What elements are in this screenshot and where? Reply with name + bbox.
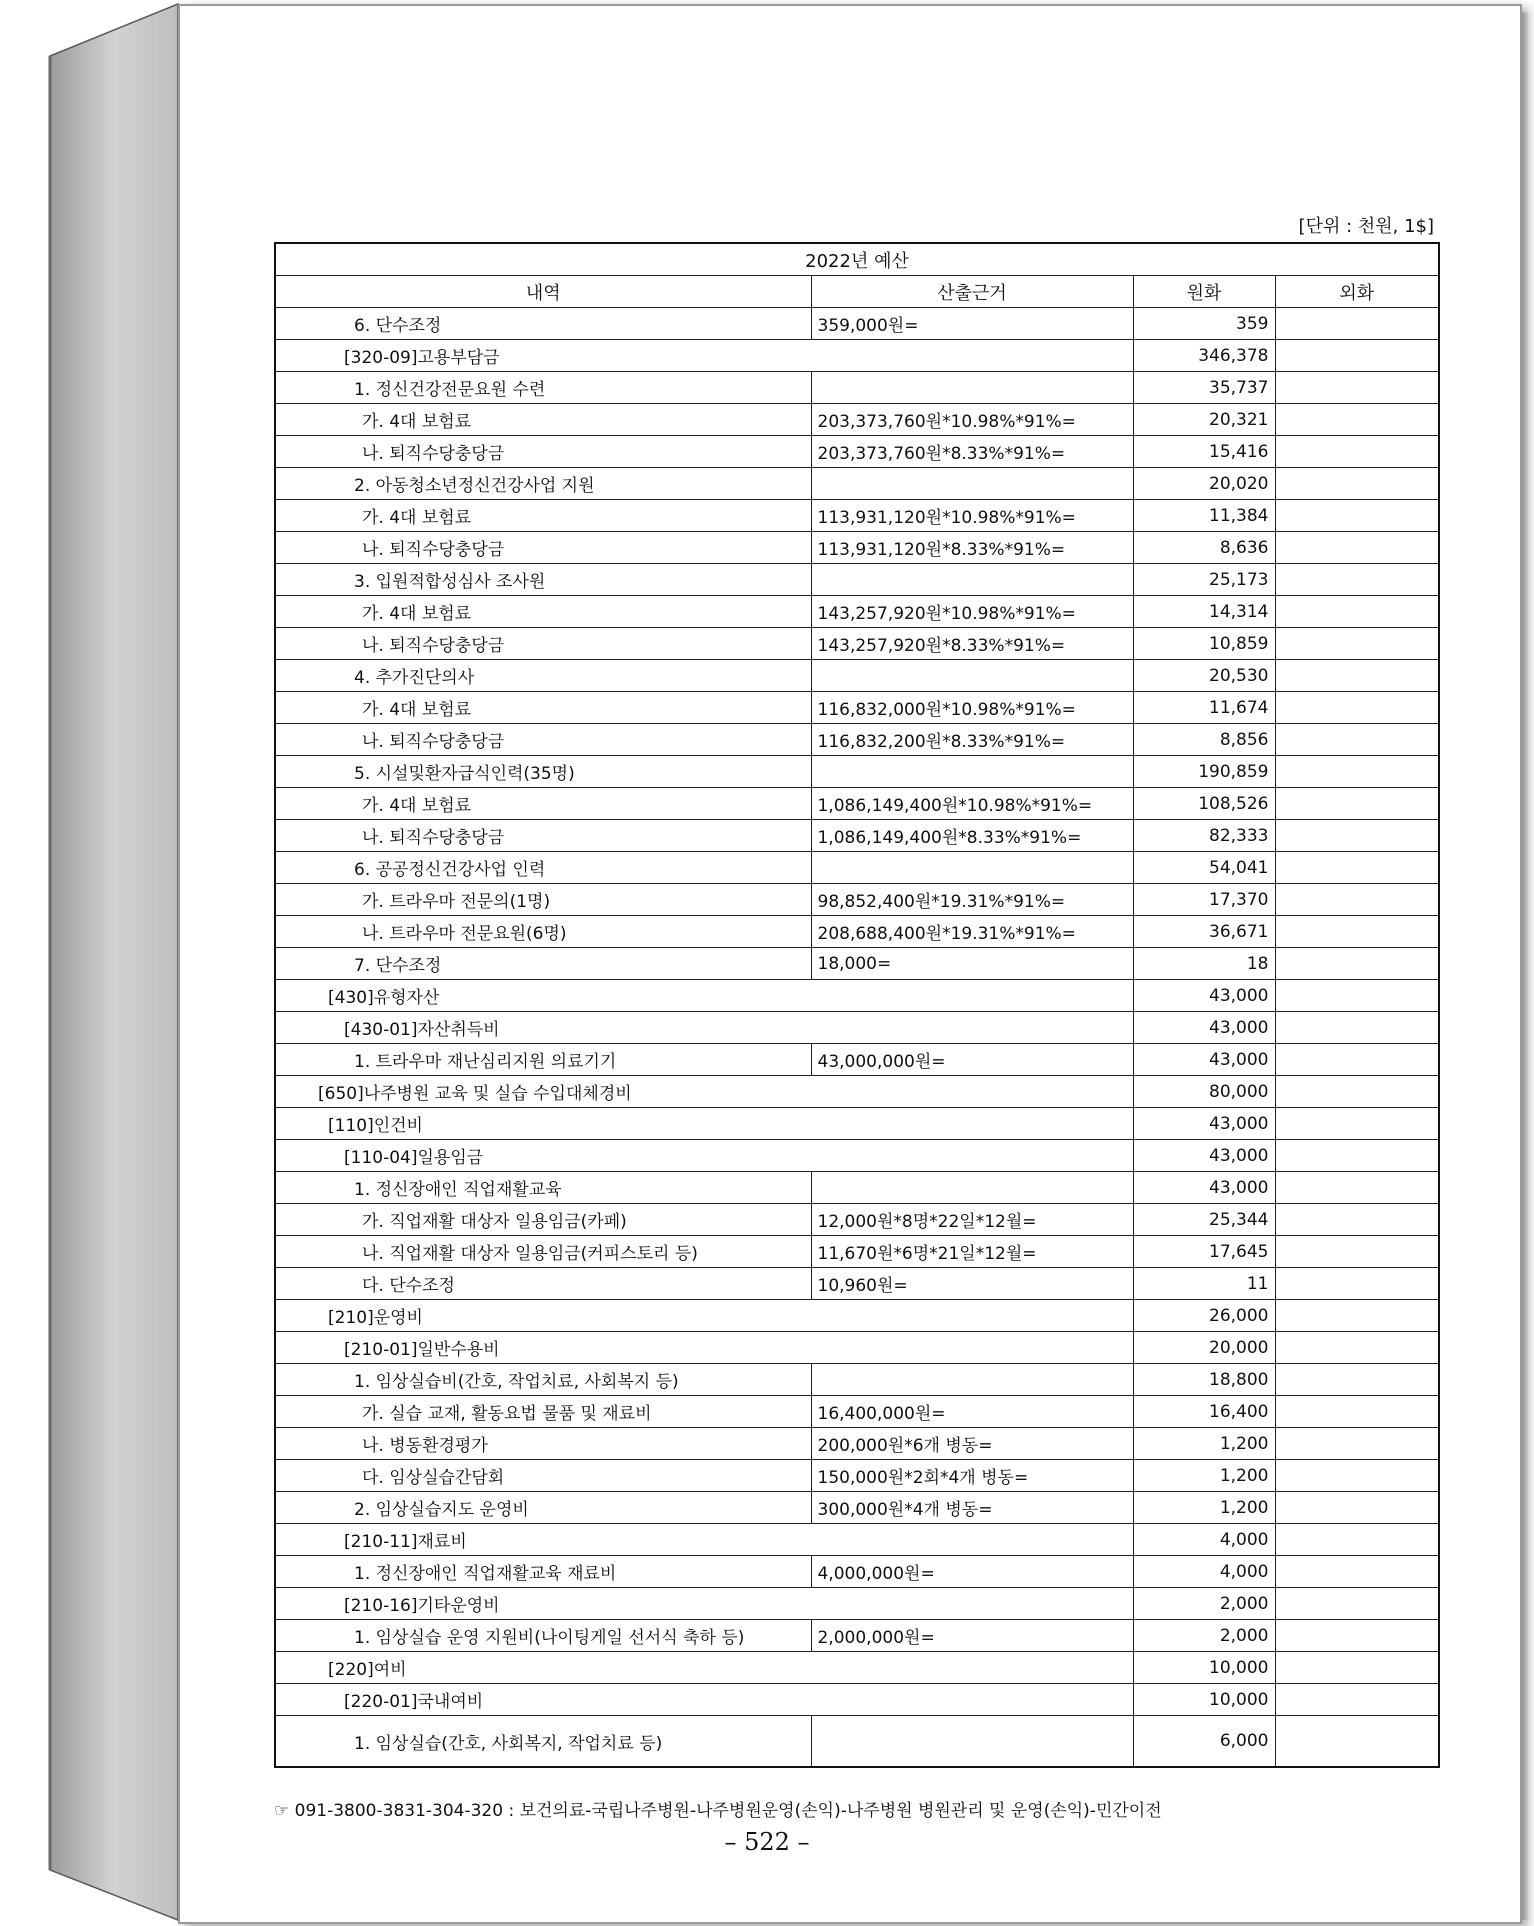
row-description: 6. 단수조정 (275, 308, 811, 340)
row-description: [110-04]일용임금 (275, 1140, 811, 1172)
row-foreign-amount (1275, 468, 1439, 500)
row-description: [650]나주병원 교육 및 실습 수입대체경비 (275, 1076, 811, 1108)
row-krw-amount: 14,314 (1133, 596, 1275, 628)
row-basis (811, 1364, 1133, 1396)
table-row (275, 628, 1439, 660)
header-foreign: 외화 (1275, 276, 1439, 308)
row-foreign-amount (1275, 1620, 1439, 1652)
table-row (275, 340, 1439, 372)
table-row (275, 468, 1439, 500)
row-krw-amount: 15,416 (1133, 436, 1275, 468)
row-description: 가. 직업재활 대상자 일용임금(카페) (275, 1204, 811, 1236)
row-description: [430-01]자산취득비 (275, 1012, 811, 1044)
row-foreign-amount (1275, 596, 1439, 628)
table-row (275, 1204, 1439, 1236)
row-basis (811, 1652, 1133, 1684)
row-foreign-amount (1275, 404, 1439, 436)
table-row (275, 308, 1439, 340)
row-krw-amount: 43,000 (1133, 1172, 1275, 1204)
row-krw-amount: 4,000 (1133, 1524, 1275, 1556)
table-row (275, 1684, 1439, 1716)
row-foreign-amount (1275, 660, 1439, 692)
row-description: 1. 정신건강전문요원 수련 (275, 372, 811, 404)
table-row (275, 1044, 1439, 1076)
row-basis: 43,000,000원= (811, 1044, 1133, 1076)
row-basis: 1,086,149,400원*8.33%*91%= (811, 820, 1133, 852)
row-krw-amount: 108,526 (1133, 788, 1275, 820)
row-description: 나. 퇴직수당충당금 (275, 436, 811, 468)
row-description: 나. 직업재활 대상자 일용임금(커피스토리 등) (275, 1236, 811, 1268)
row-basis (811, 564, 1133, 596)
row-krw-amount: 35,737 (1133, 372, 1275, 404)
row-description: [320-09]고용부담금 (275, 340, 811, 372)
table-row (275, 692, 1439, 724)
row-krw-amount: 4,000 (1133, 1556, 1275, 1588)
row-foreign-amount (1275, 436, 1439, 468)
row-foreign-amount (1275, 340, 1439, 372)
row-krw-amount: 25,344 (1133, 1204, 1275, 1236)
row-foreign-amount (1275, 1076, 1439, 1108)
row-foreign-amount (1275, 884, 1439, 916)
unit-label: [단위 : 천원, 1$] (1298, 216, 1434, 237)
table-row (275, 852, 1439, 884)
row-description: 1. 정신장애인 직업재활교육 재료비 (275, 1556, 811, 1588)
row-krw-amount: 80,000 (1133, 1076, 1275, 1108)
row-basis: 11,670원*6명*21일*12월= (811, 1236, 1133, 1268)
row-description: 2. 임상실습지도 운영비 (275, 1492, 811, 1524)
row-foreign-amount (1275, 1492, 1439, 1524)
row-description: 가. 실습 교재, 활동요법 물품 및 재료비 (275, 1396, 811, 1428)
row-krw-amount: 20,530 (1133, 660, 1275, 692)
row-basis: 150,000원*2회*4개 병동= (811, 1460, 1133, 1492)
table-row (275, 1012, 1439, 1044)
row-basis: 10,960원= (811, 1268, 1133, 1300)
row-krw-amount: 43,000 (1133, 1044, 1275, 1076)
row-basis: 300,000원*4개 병동= (811, 1492, 1133, 1524)
row-krw-amount: 16,400 (1133, 1396, 1275, 1428)
row-foreign-amount (1275, 1364, 1439, 1396)
row-basis: 143,257,920원*8.33%*91%= (811, 628, 1133, 660)
row-description: 2. 아동청소년정신건강사업 지원 (275, 468, 811, 500)
row-foreign-amount (1275, 500, 1439, 532)
row-foreign-amount (1275, 1300, 1439, 1332)
row-foreign-amount (1275, 308, 1439, 340)
book-spine-edge (0, 0, 180, 1926)
row-basis (811, 1108, 1133, 1140)
table-row (275, 1332, 1439, 1364)
footnote: ☞ 091-3800-3831-304-320 : 보건의료-국립나주병원-나주병원운영(손익)-나주병원 병원관리 및 운영(손익)-민간이전 (274, 1801, 1162, 1821)
row-basis (811, 980, 1133, 1012)
table-row (275, 1588, 1439, 1620)
row-foreign-amount (1275, 788, 1439, 820)
row-basis: 16,400,000원= (811, 1396, 1133, 1428)
row-krw-amount: 359 (1133, 308, 1275, 340)
row-foreign-amount (1275, 852, 1439, 884)
row-foreign-amount (1275, 1268, 1439, 1300)
row-krw-amount: 8,856 (1133, 724, 1275, 756)
row-krw-amount: 11,674 (1133, 692, 1275, 724)
row-foreign-amount (1275, 1140, 1439, 1172)
header-description: 내역 (275, 276, 811, 308)
table-row (275, 1396, 1439, 1428)
row-foreign-amount (1275, 692, 1439, 724)
row-krw-amount: 36,671 (1133, 916, 1275, 948)
row-foreign-amount (1275, 1460, 1439, 1492)
table-row (275, 1172, 1439, 1204)
table-row (275, 948, 1439, 980)
row-description: 6. 공공정신건강사업 인력 (275, 852, 811, 884)
row-foreign-amount (1275, 1428, 1439, 1460)
row-krw-amount: 20,020 (1133, 468, 1275, 500)
row-krw-amount: 346,378 (1133, 340, 1275, 372)
row-description: 다. 단수조정 (275, 1268, 811, 1300)
row-foreign-amount (1275, 1236, 1439, 1268)
row-foreign-amount (1275, 820, 1439, 852)
row-description: 1. 트라우마 재난심리지원 의료기기 (275, 1044, 811, 1076)
table-row (275, 1716, 1439, 1768)
row-foreign-amount (1275, 724, 1439, 756)
row-basis: 359,000원= (811, 308, 1133, 340)
row-basis: 1,086,149,400원*10.98%*91%= (811, 788, 1133, 820)
row-krw-amount: 20,000 (1133, 1332, 1275, 1364)
row-krw-amount: 17,370 (1133, 884, 1275, 916)
row-foreign-amount (1275, 756, 1439, 788)
table-row (275, 436, 1439, 468)
row-foreign-amount (1275, 532, 1439, 564)
row-description: 가. 4대 보험료 (275, 692, 811, 724)
row-basis (811, 1332, 1133, 1364)
row-description: 나. 퇴직수당충당금 (275, 820, 811, 852)
row-basis (811, 372, 1133, 404)
row-krw-amount: 43,000 (1133, 1012, 1275, 1044)
row-foreign-amount (1275, 1556, 1439, 1588)
row-krw-amount: 190,859 (1133, 756, 1275, 788)
row-description: 7. 단수조정 (275, 948, 811, 980)
table-row (275, 1108, 1439, 1140)
row-description: [210-16]기타운영비 (275, 1588, 811, 1620)
table-row (275, 372, 1439, 404)
table-row (275, 1620, 1439, 1652)
table-title: 2022년 예산 (275, 243, 1439, 276)
row-krw-amount: 1,200 (1133, 1428, 1275, 1460)
row-krw-amount: 17,645 (1133, 1236, 1275, 1268)
row-krw-amount: 20,321 (1133, 404, 1275, 436)
row-krw-amount: 2,000 (1133, 1620, 1275, 1652)
row-description: 나. 퇴직수당충당금 (275, 628, 811, 660)
row-basis: 143,257,920원*10.98%*91%= (811, 596, 1133, 628)
page-number: – 522 – (724, 1828, 810, 1856)
row-foreign-amount (1275, 1332, 1439, 1364)
row-foreign-amount (1275, 1652, 1439, 1684)
budget-table (274, 242, 1440, 1768)
row-description: 가. 4대 보험료 (275, 500, 811, 532)
row-description: 4. 추가진단의사 (275, 660, 811, 692)
row-krw-amount: 1,200 (1133, 1460, 1275, 1492)
row-krw-amount: 26,000 (1133, 1300, 1275, 1332)
table-row (275, 1300, 1439, 1332)
row-krw-amount: 25,173 (1133, 564, 1275, 596)
row-krw-amount: 54,041 (1133, 852, 1275, 884)
table-row (275, 1556, 1439, 1588)
table-row (275, 1076, 1439, 1108)
row-basis: 2,000,000원= (811, 1620, 1133, 1652)
row-foreign-amount (1275, 564, 1439, 596)
row-krw-amount: 43,000 (1133, 980, 1275, 1012)
row-krw-amount: 1,200 (1133, 1492, 1275, 1524)
table-row (275, 564, 1439, 596)
row-description: [220-01]국내여비 (275, 1684, 811, 1716)
row-description: [110]인건비 (275, 1108, 811, 1140)
table-row (275, 660, 1439, 692)
table-row (275, 500, 1439, 532)
row-basis (811, 1172, 1133, 1204)
row-basis: 208,688,400원*19.31%*91%= (811, 916, 1133, 948)
row-basis (811, 1524, 1133, 1556)
row-description: 나. 트라우마 전문요원(6명) (275, 916, 811, 948)
row-basis (811, 340, 1133, 372)
row-basis (811, 660, 1133, 692)
row-foreign-amount (1275, 628, 1439, 660)
row-foreign-amount (1275, 1044, 1439, 1076)
table-row (275, 820, 1439, 852)
row-foreign-amount (1275, 948, 1439, 980)
row-description: [430]유형자산 (275, 980, 811, 1012)
row-krw-amount: 11 (1133, 1268, 1275, 1300)
row-krw-amount: 8,636 (1133, 532, 1275, 564)
table-row (275, 980, 1439, 1012)
row-description: 5. 시설및환자급식인력(35명) (275, 756, 811, 788)
row-basis (811, 1140, 1133, 1172)
row-description: [210]운영비 (275, 1300, 811, 1332)
row-basis: 98,852,400원*19.31%*91%= (811, 884, 1133, 916)
row-basis: 200,000원*6개 병동= (811, 1428, 1133, 1460)
row-foreign-amount (1275, 916, 1439, 948)
row-krw-amount: 18 (1133, 948, 1275, 980)
row-foreign-amount (1275, 1172, 1439, 1204)
row-krw-amount: 43,000 (1133, 1108, 1275, 1140)
row-description: 가. 트라우마 전문의(1명) (275, 884, 811, 916)
table-row (275, 1140, 1439, 1172)
row-foreign-amount (1275, 1108, 1439, 1140)
table-row (275, 404, 1439, 436)
row-description: 1. 임상실습(간호, 사회복지, 작업치료 등) (275, 1716, 811, 1768)
row-basis: 113,931,120원*8.33%*91%= (811, 532, 1133, 564)
row-basis: 12,000원*8명*22일*12월= (811, 1204, 1133, 1236)
row-foreign-amount (1275, 1716, 1439, 1768)
row-description: 나. 병동환경평가 (275, 1428, 811, 1460)
row-krw-amount: 82,333 (1133, 820, 1275, 852)
row-basis (811, 1588, 1133, 1620)
row-description: 가. 4대 보험료 (275, 404, 811, 436)
row-foreign-amount (1275, 1588, 1439, 1620)
row-foreign-amount (1275, 372, 1439, 404)
row-foreign-amount (1275, 1684, 1439, 1716)
row-basis (811, 1076, 1133, 1108)
row-description: 나. 퇴직수당충당금 (275, 724, 811, 756)
row-description: [220]여비 (275, 1652, 811, 1684)
row-description: 나. 퇴직수당충당금 (275, 532, 811, 564)
row-krw-amount: 10,000 (1133, 1652, 1275, 1684)
table-row (275, 916, 1439, 948)
row-krw-amount: 2,000 (1133, 1588, 1275, 1620)
row-basis (811, 1716, 1133, 1768)
row-basis (811, 1684, 1133, 1716)
header-basis: 산출근거 (811, 276, 1133, 308)
table-row (275, 596, 1439, 628)
row-basis: 4,000,000원= (811, 1556, 1133, 1588)
row-basis: 116,832,000원*10.98%*91%= (811, 692, 1133, 724)
row-foreign-amount (1275, 1204, 1439, 1236)
row-foreign-amount (1275, 1396, 1439, 1428)
row-krw-amount: 18,800 (1133, 1364, 1275, 1396)
row-foreign-amount (1275, 1524, 1439, 1556)
table-body (275, 308, 1439, 1768)
row-description: 다. 임상실습간담회 (275, 1460, 811, 1492)
row-description: 1. 임상실습비(간호, 작업치료, 사회복지 등) (275, 1364, 811, 1396)
table-row (275, 724, 1439, 756)
row-krw-amount: 43,000 (1133, 1140, 1275, 1172)
table-row (275, 1268, 1439, 1300)
row-basis: 116,832,200원*8.33%*91%= (811, 724, 1133, 756)
row-basis (811, 756, 1133, 788)
row-krw-amount: 11,384 (1133, 500, 1275, 532)
table-row (275, 884, 1439, 916)
table-row (275, 1428, 1439, 1460)
row-krw-amount: 10,000 (1133, 1684, 1275, 1716)
row-description: 가. 4대 보험료 (275, 596, 811, 628)
header-krw: 원화 (1133, 276, 1275, 308)
row-basis: 203,373,760원*8.33%*91%= (811, 436, 1133, 468)
table-row (275, 1524, 1439, 1556)
row-basis: 203,373,760원*10.98%*91%= (811, 404, 1133, 436)
row-basis (811, 1300, 1133, 1332)
table-row (275, 756, 1439, 788)
table-row (275, 1460, 1439, 1492)
row-description: 가. 4대 보험료 (275, 788, 811, 820)
row-description: 3. 입원적합성심사 조사원 (275, 564, 811, 596)
row-krw-amount: 10,859 (1133, 628, 1275, 660)
row-basis: 18,000= (811, 948, 1133, 980)
row-description: 1. 정신장애인 직업재활교육 (275, 1172, 811, 1204)
table-row (275, 1364, 1439, 1396)
row-basis: 113,931,120원*10.98%*91%= (811, 500, 1133, 532)
table-row (275, 1492, 1439, 1524)
row-description: [210-11]재료비 (275, 1524, 811, 1556)
row-basis (811, 468, 1133, 500)
row-basis (811, 852, 1133, 884)
row-description: 1. 임상실습 운영 지원비(나이팅게일 선서식 축하 등) (275, 1620, 811, 1652)
row-krw-amount: 6,000 (1133, 1716, 1275, 1768)
table-row (275, 788, 1439, 820)
table-row (275, 1236, 1439, 1268)
row-description: [210-01]일반수용비 (275, 1332, 811, 1364)
row-foreign-amount (1275, 980, 1439, 1012)
table-row (275, 532, 1439, 564)
row-basis (811, 1012, 1133, 1044)
row-foreign-amount (1275, 1012, 1439, 1044)
table-row (275, 1652, 1439, 1684)
